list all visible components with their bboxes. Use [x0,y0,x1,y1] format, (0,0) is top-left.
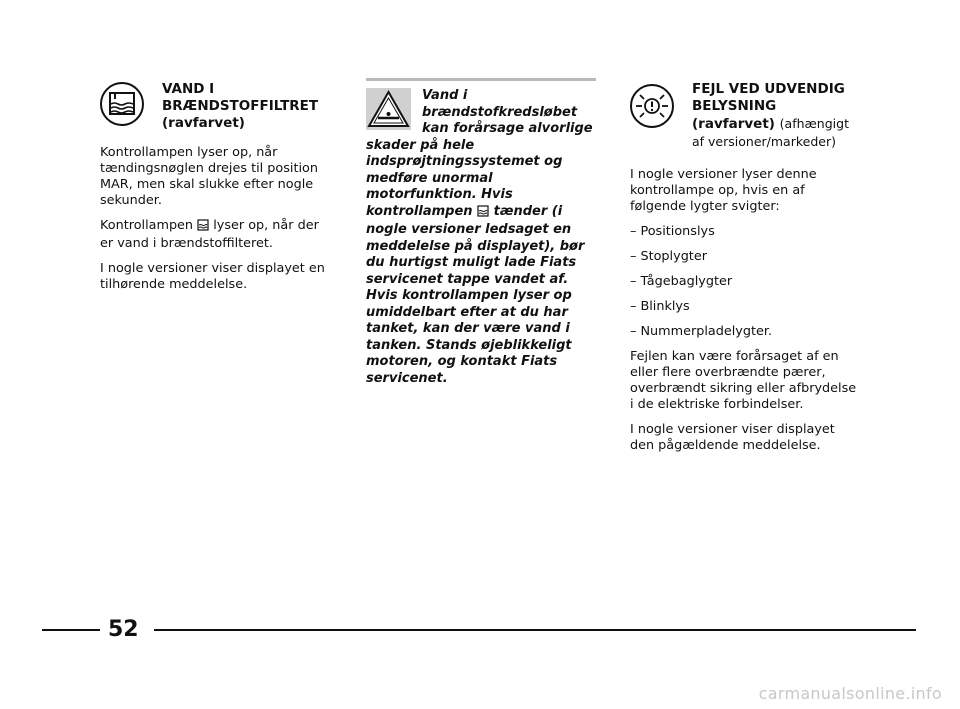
list-item: – Tågebaglygter [630,274,733,289]
fuel-filter-water-icon [477,205,489,223]
paragraph: Fejlen kan være forårsaget af en eller flere overbrændte pærer, overbrændt sikring eller afbrydelse i de elektriske forbindelser. [630,349,857,412]
section-body [630,167,862,454]
fuel-filter-water-icon [100,82,144,126]
warning-triangle-icon [366,88,411,130]
footer-rule-left [42,629,100,631]
warning-box [366,78,596,387]
paragraph: I nogle versioner viser displayet den pågældende meddelelse. [630,422,835,453]
section-heading: FEJL VED UDVENDIG BELYSNING (ravfarvet) (afhængigt af versioner/markeder) [692,81,849,149]
paragraph: I nogle versioner viser displayet en tilhørende meddelelse. [100,261,325,292]
list-item: – Blinklys [630,299,690,314]
list-item: – Positionslys [630,224,715,239]
list-item: – Nummerpladelygter. [630,324,773,339]
page-number: 52 [108,617,139,642]
section-body [100,145,332,293]
warning-text: Vand i brændstofkredsløbet kan forårsage alvorlige skader på hele indsprøjtningssystemet og medføre unormal motorfunktion. Hvis kontrollampen tænder (i nogle versioner ledsaget en meddelelse på displayet), bør du hurtigst muligt lade Fiats servicenet tappe vandet af. Hvis kontrollampen lyser op umiddelbart efter at du har tanket, kan der være vand i tanken. Stands øjeblikkeligt motoren, og kontakt Fiats servicenet. [366,88,593,386]
footer-rule-right [154,629,916,631]
list-item: – Stoplygter [630,249,707,264]
paragraph: I nogle versioner lyser denne kontrollampe op, hvis en af følgende lygter svigter: [630,167,817,214]
divider [366,78,596,81]
exterior-light-fault-icon [630,84,674,128]
paragraph: Kontrollampen lyser op, når der er vand i brændstoffilteret. [100,218,319,251]
exterior-lighting-fault-section [630,78,862,463]
paragraph: Kontrollampen lyser op, når tændingsnøglen drejes til position MAR, men skal slukke efter nogle sekunder. [100,145,318,208]
section-heading: VAND I BRÆNDSTOFFILTRET (ravfarvet) [162,81,319,131]
water-in-fuel-filter-section [100,78,332,302]
watermark: carmanualsonline.info [758,684,942,703]
fuel-filter-water-icon [197,219,209,236]
